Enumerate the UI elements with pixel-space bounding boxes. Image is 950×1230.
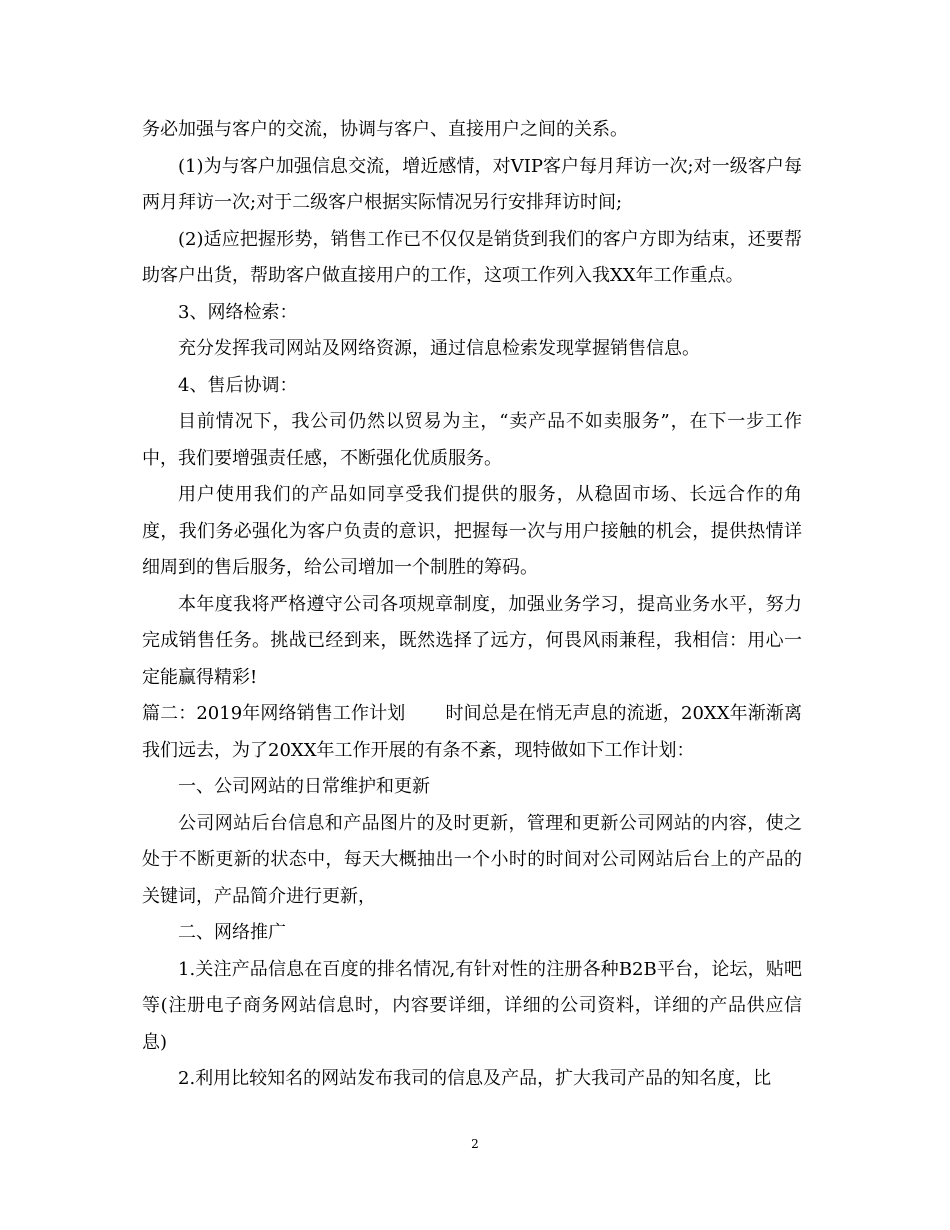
paragraph: 充分发挥我司网站及网络资源，通过信息检索发现掌握销售信息。: [178, 338, 700, 359]
document-body: [142, 112, 802, 1098]
page-number: 2: [471, 1137, 479, 1151]
paragraph: 一、公司网站的日常维护和更新: [178, 776, 430, 797]
paragraph: 2.利用比较知名的网站发布我司的信息及产品，扩大我司产品的知名度，比: [178, 1068, 772, 1089]
paragraph: (1)为与客户加强信息交流，增近感情，对VIP客户每月拜访一次;对一级客户每两月拜访一次;对于二级客户根据实际情况另行安排拜访时间;: [142, 155, 802, 213]
paragraph: (2)适应把握形势，销售工作已不仅仅是销货到我们的客户方即为结束，还要帮助客户出货，帮助客户做直接用户的工作，这项工作列入我XX年工作重点。: [142, 228, 802, 286]
section-heading-paragraph: [142, 696, 802, 769]
paragraph: 务必加强与客户的交流，协调与客户、直接用户之间的关系。: [142, 119, 628, 140]
paragraph: 3、网络检索：: [178, 301, 298, 323]
paragraph: 二、网络推广: [178, 922, 286, 943]
paragraph: 4、售后协调：: [178, 374, 298, 396]
paragraph: 用户使用我们的产品如同享受我们提供的服务，从稳固市场、长远合作的角度，我们务必强化为客户负责的意识，把握每一次与用户接触的机会，提供热情详细周到的售后服务，给公司增加一个制胜的筹码。: [142, 484, 802, 578]
paragraph: 本年度我将严格遵守公司各项规章制度，加强业务学习，提高业务水平，努力完成销售任务。挑战已经到来，既然选择了远方，何畏风雨兼程，我相信：用心一定能赢得精彩!: [142, 593, 802, 688]
section-intro-text: 时间总是在悄无声息的流逝，20XX年渐渐离我们远去，为了20XX年工作开展的有条不紊，现特做如下工作计划：: [142, 703, 802, 761]
section-title: 篇二：2019年网络销售工作计划: [142, 703, 406, 724]
paragraph: 目前情况下，我公司仍然以贸易为主，“卖产品不如卖服务”，在下一步工作中，我们要增强责任感，不断强化优质服务。: [142, 411, 802, 469]
paragraph: 1.关注产品信息在百度的排名情况,有针对性的注册各种B2B平台，论坛，贴吧等(注册电子商务网站信息时，内容要详细，详细的公司资料，详细的产品供应信息): [142, 958, 802, 1053]
paragraph: 公司网站后台信息和产品图片的及时更新，管理和更新公司网站的内容，使之处于不断更新的状态中，每天大概抽出一个小时的时间对公司网站后台上的产品的关键词，产品简介进行更新，: [142, 812, 802, 907]
